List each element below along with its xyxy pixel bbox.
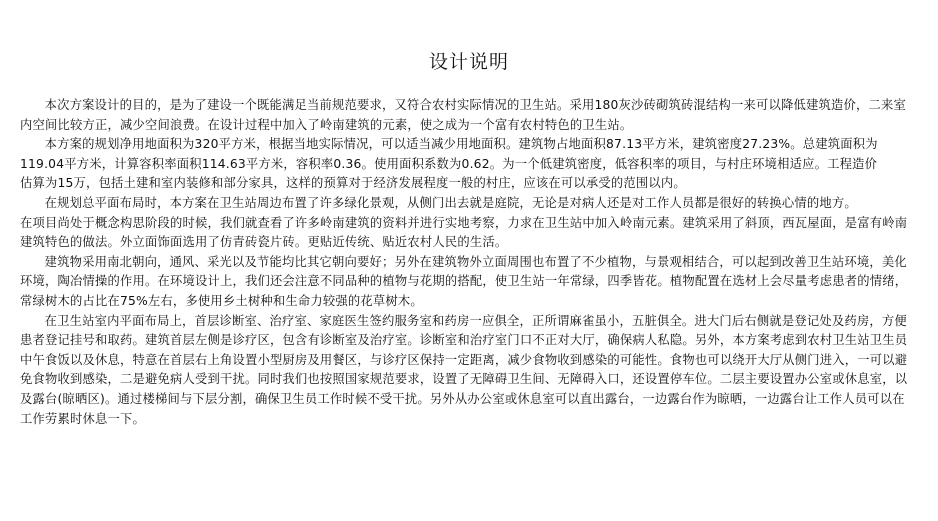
paragraph-line: 及露台(晾晒区)。通过楼梯间与下层分割，确保卫生员工作时候不受干扰。另外从办公室或休息室可以直出露台，一边露台作为晾晒，一边露台让工作人员可以在: [20, 391, 905, 406]
paragraph-line: 在卫生站室内平面布局上，首层诊断室、治疗室、家庭医生签约服务室和药房一应俱全，正所谓麻雀虽小，五脏俱全。进大门后右侧就是登记处及药房，方便: [44, 313, 907, 328]
document-body: [20, 96, 912, 429]
paragraph-line: 环境，陶冶情操的作用。在环境设计上，我们还会注意不同品种的植物与花期的搭配，使卫生站一年常绿，四季皆花。植物配置在选材上会尽量考虑患者的情绪，: [20, 274, 908, 289]
paragraph-line: 免食物收到感染，二是避免病人受到干扰。同时我们也按照国家规范要求，设置了无障碍卫生间、无障碍入口，还设置停车位。二层主要设置办公室或休息室，以: [20, 372, 908, 387]
paragraph-line: 中午食饭以及休息，特意在首层右上角设置小型厨房及用餐区，与诊疗区保持一定距离，减少食物收到感染的可能性。食物也可以绕开大厅从侧门进入，一可以避: [20, 352, 908, 367]
body-paragraph: [20, 194, 912, 214]
paragraph-line: 工作劳累时休息一下。: [20, 411, 145, 426]
body-paragraph: [20, 96, 912, 135]
paragraph-line: 本方案的规划净用地面积为320平方米，根据当地实际情况，可以适当减少用地面积。建筑物占地面积87.13平方米，建筑密度27.23%。总建筑面积为: [44, 137, 878, 152]
body-paragraph: [20, 253, 912, 312]
paragraph-line: 估算为15万，包括土建和室内装修和部分家具，这样的预算对于经济发展程度一般的村庄，应该在可以承受的范围以内。: [20, 176, 686, 191]
paragraph-line: 建筑特色的做法。外立面饰面选用了仿青砖瓷片砖。更贴近传统、贴近农村人民的生活。: [20, 235, 508, 250]
paragraph-line: 常绿树木的占比在75%左右，多使用乡土树种和生命力较强的花草树木。: [20, 293, 423, 308]
paragraph-line: 本次方案设计的目的，是为了建设一个既能满足当前规范要求，又符合农村实际情况的卫生站。采用180灰沙砖砌筑砖混结构一来可以降低建筑造价，二来室: [44, 98, 906, 112]
paragraph-line: 在规划总平面布局时，本方案在卫生站周边布置了许多绿化景观，从侧门出去就是庭院，无论是对病人还是对工作人员都是很好的转换心情的地方。: [44, 195, 857, 210]
paragraph-line: 内空间比较方正，减少空间浪费。在设计过程中加入了岭南建筑的元素，使之成为一个富有农村特色的卫生站。: [20, 117, 633, 132]
page-title: 设计说明: [428, 51, 509, 73]
body-paragraph: [20, 135, 912, 194]
body-paragraph: [20, 312, 912, 430]
paragraph-line: 患者登记挂号和取药。建筑首层左侧是诊疗区，包含有诊断室及治疗室。诊断室和治疗室门口不正对大厅，确保病人私隐。另外，本方案考虑到农村卫生站卫生员: [20, 333, 908, 348]
body-paragraph: [20, 214, 912, 253]
paragraph-line: 在项目尚处于概念构思阶段的时候，我们就查看了许多岭南建筑的资料并进行实地考察，力求在卫生站中加入岭南元素。建筑采用了斜顶，西瓦屋面，是富有岭南: [20, 215, 908, 230]
paragraph-line: 119.04平方米，计算容积率面积114.63平方米，容积率0.36。使用面积系数为0.62。为一个低建筑密度，低容积率的项目，与村庄环境相适应。工程造价: [20, 156, 878, 171]
paragraph-line: 建筑物采用南北朝向，通风、采光以及节能均比其它朝向要好；另外在建筑物外立面周围也布置了不少植物，与景观相结合，可以起到改善卫生站环境，美化: [44, 254, 907, 269]
